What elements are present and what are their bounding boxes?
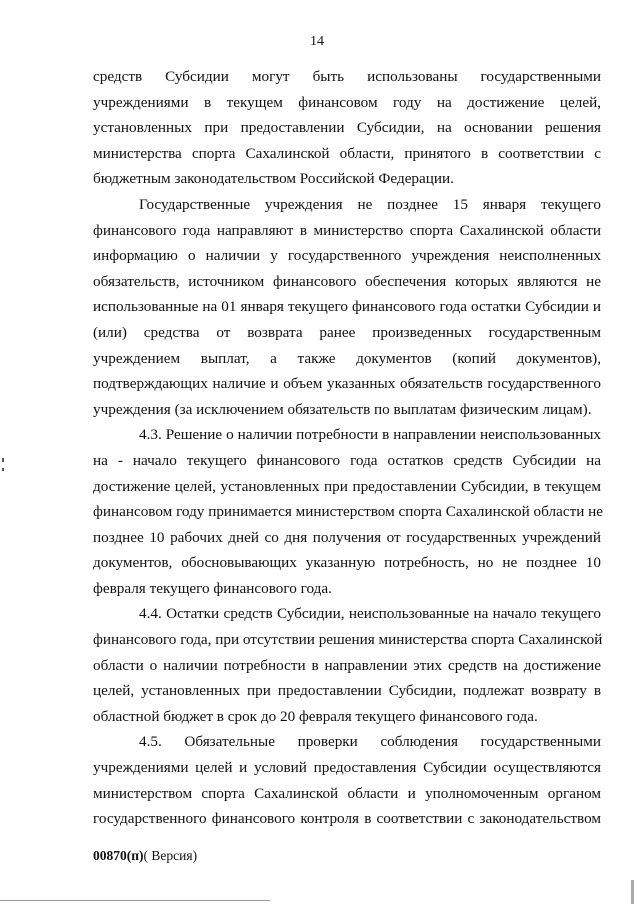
document-version: ( Версия): [143, 848, 198, 863]
paragraph-state-institutions: [93, 192, 601, 422]
text-line: министерством спорта Сахалинской области и уполномоченным органом: [93, 784, 601, 802]
text-line: финансовом году принимается министерством спорта Сахалинской области не: [93, 503, 603, 521]
text-line: документов, обосновывающих указанную потребность, но не позднее 10: [93, 554, 601, 572]
scan-margin-mark: [2, 458, 4, 462]
text-line: областной бюджет в срок до 20 февраля текущего финансового года.: [93, 707, 538, 725]
text-line: целей, установленных при предоставлении Субсидии, подлежат возврату в: [93, 682, 601, 700]
text-line: подтверждающих наличие и объем указанных обязательств государственного: [93, 375, 601, 393]
text-line: установленных при предоставлении Субсидии, на основании решения: [93, 119, 601, 137]
page-number: 14: [310, 34, 324, 49]
scan-edge-line: [0, 900, 270, 901]
text-line: обязательств, источником финансового обеспечения которых являются не: [93, 272, 601, 290]
document-body: [93, 64, 601, 832]
text-line: учреждения (за исключением обязательств по выплатам физическим лицам).: [93, 400, 592, 418]
text-line: 4.3. Решение о наличии потребности в направлении неиспользованных: [139, 426, 601, 444]
text-line: государственного финансового контроля в соответствии с законодательством: [93, 810, 601, 828]
paragraph-4-4: [93, 601, 601, 729]
text-line: бюджетным законодательством Российской Федерации.: [93, 170, 454, 188]
paragraph-continuation: [93, 64, 601, 192]
paragraph-4-3: [93, 422, 601, 601]
paragraph-4-5: [93, 729, 601, 831]
text-line: 4.4. Остатки средств Субсидии, неиспользованные на начало текущего: [139, 605, 601, 623]
text-line: финансового года, при отсутствии решения министерства спорта Сахалинской: [93, 631, 603, 649]
document-code: 00870(п): [93, 848, 144, 863]
text-line: средств Субсидии могут быть использованы государственными: [93, 68, 601, 85]
text-line: учреждениями целей и условий предоставления Субсидии осуществляются: [93, 759, 601, 777]
text-line: позднее 10 рабочих дней со дня получения от государственных учреждений: [93, 528, 601, 546]
text-line: учреждениями в текущем финансовом году на достижение целей,: [93, 93, 601, 111]
text-line: февраля текущего финансового года.: [93, 579, 332, 597]
text-line: (или) средства от возврата ранее произведенных государственным: [93, 323, 601, 341]
text-line: информацию о наличии у государственного учреждения неисполненных: [93, 247, 601, 265]
text-line: учреждением выплат, а также документов (копий документов),: [93, 349, 601, 367]
text-line: Государственные учреждения не позднее 15 января текущего: [139, 195, 601, 213]
scan-margin-mark: [2, 468, 4, 471]
document-footer-code: [93, 848, 197, 864]
text-line: достижение целей, установленных при предоставлении Субсидии, в текущем: [93, 477, 601, 495]
text-line: министерства спорта Сахалинской области, принятого в соответствии с: [93, 144, 601, 162]
text-line: финансового года направляют в министерство спорта Сахалинской области: [93, 221, 601, 239]
text-line: 4.5. Обязательные проверки соблюдения государственными: [139, 733, 601, 751]
text-line: на - начало текущего финансового года остатков средств Субсидии на: [93, 451, 601, 469]
text-line: использованные на 01 января текущего финансового года остатки Субсидии и: [93, 298, 601, 316]
text-line: области о наличии потребности в направлении этих средств на достижение: [93, 656, 601, 674]
